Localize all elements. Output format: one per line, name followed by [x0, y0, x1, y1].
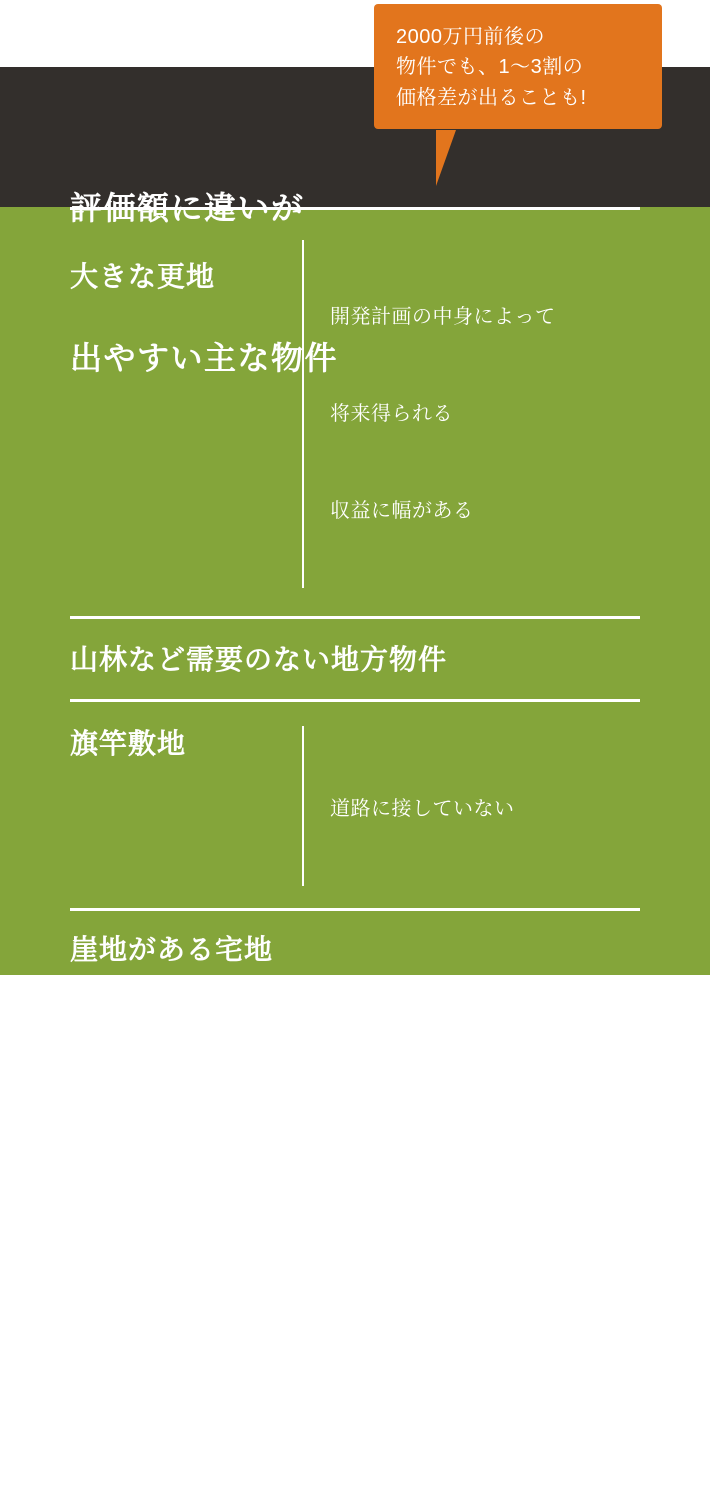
- page-title: [70, 84, 338, 483]
- row-detail: [304, 1093, 515, 1453]
- row-detail-line: ゴミ置き場、墓地、: [330, 1263, 515, 1286]
- callout-line-3: 価格差が出ることも!: [396, 86, 587, 109]
- row-title: 高圧線下の土地: [70, 1012, 274, 1044]
- table-row: [70, 1069, 640, 1477]
- row-title: 山林など需要のない地方物件: [70, 644, 448, 676]
- callout-tail: [436, 130, 478, 186]
- row-detail-line: 収益に幅がある: [330, 500, 474, 523]
- row-title: 大きな更地: [70, 261, 216, 292]
- table-row: [70, 619, 640, 699]
- row-detail: [304, 722, 515, 890]
- table-row: [70, 990, 640, 1066]
- row-title: 近所に 忌避施設: [70, 1105, 187, 1175]
- bottom-spacer: [70, 1480, 640, 1502]
- page-title-line-2: 出やすい主な物件: [70, 339, 339, 376]
- row-title: 旗竿敷地: [70, 728, 187, 760]
- row-detail-line: 将来得られる: [330, 402, 453, 425]
- callout-bubble: [374, 4, 662, 129]
- row-detail-line: 火葬場、軍基地: [330, 1360, 474, 1383]
- row-detail-line: 開発計画の中身によって: [330, 305, 556, 328]
- callout-line-2: 物件でも、1〜3割の: [396, 56, 584, 79]
- row-detail-line: 暴力団事務所、: [330, 1166, 474, 1189]
- page-title-line-1: 評価額に違いが: [70, 189, 305, 226]
- row-detail: [304, 236, 556, 592]
- table-row: [70, 911, 640, 987]
- table-row: [70, 702, 640, 908]
- row-title: 崖地がある宅地: [70, 934, 274, 966]
- callout-line-1: 2000万円前後の: [396, 26, 545, 48]
- row-detail-line: 道路に接していない: [330, 797, 515, 820]
